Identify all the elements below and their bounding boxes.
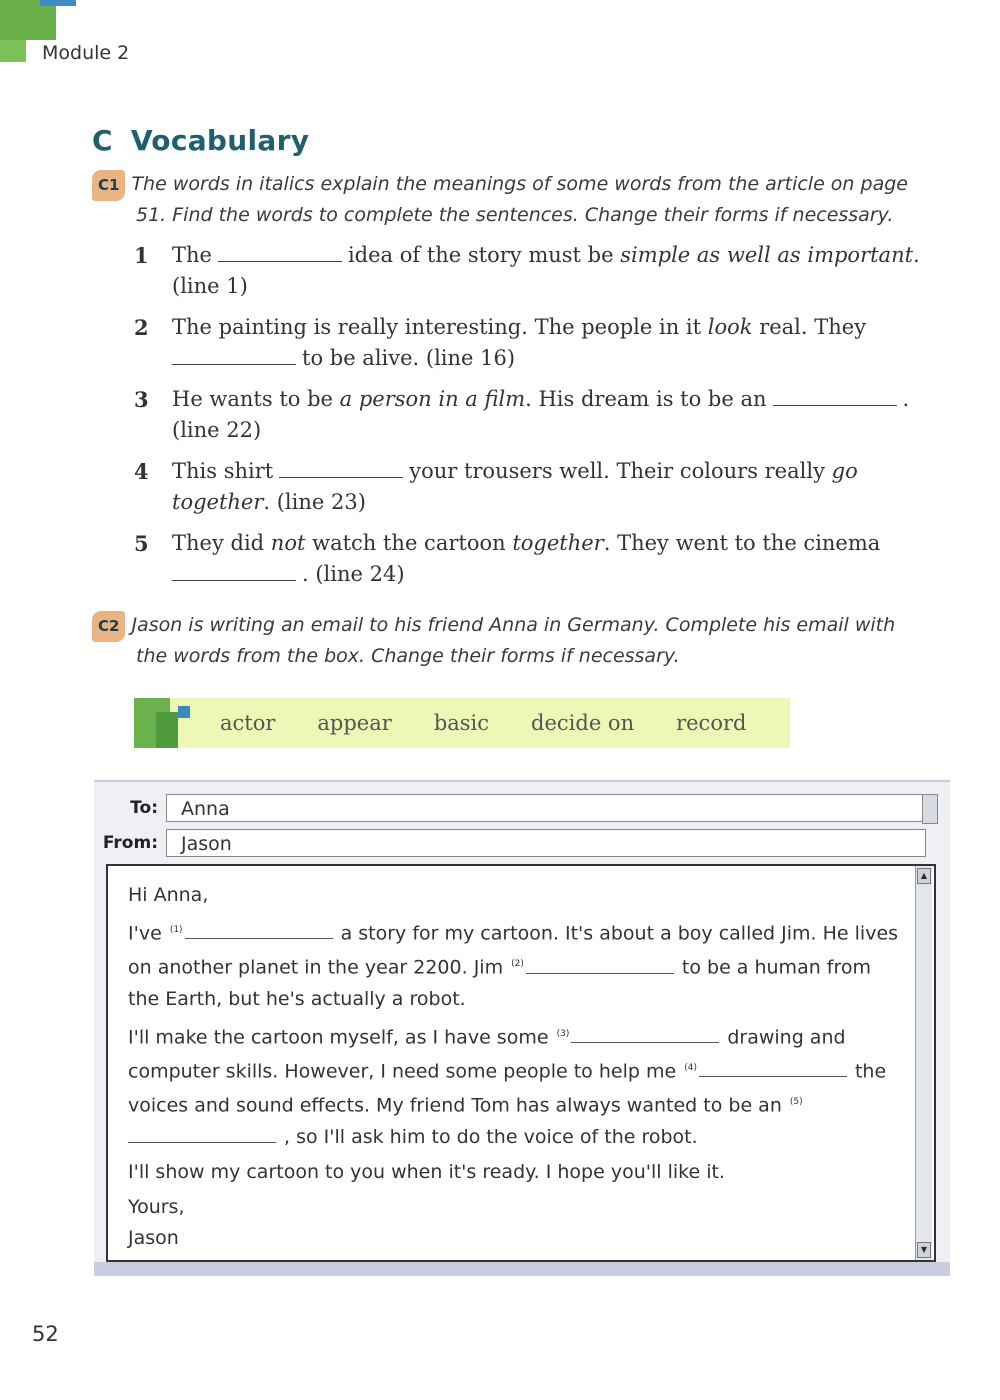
section-title: [92, 124, 309, 157]
c2-instruction: [92, 611, 952, 671]
greeting: Hi Anna,: [128, 884, 209, 906]
gap-number: (3): [556, 1028, 570, 1039]
item-number: 4: [134, 459, 149, 484]
corner-decoration-blue: [40, 0, 76, 6]
scroll-up-icon[interactable]: ▲: [917, 868, 931, 884]
word-box-icon: [134, 698, 194, 748]
italic-phrase: simple as well as important: [620, 243, 914, 267]
italic-phrase: a person in a film: [339, 387, 526, 411]
italic-phrase: not: [270, 531, 306, 555]
email-gap[interactable]: [699, 1075, 847, 1077]
answer-gap[interactable]: [218, 260, 342, 262]
item-number: 1: [134, 243, 149, 268]
line-reference: . (line 23): [263, 490, 366, 514]
italic-phrase: go: [831, 459, 858, 483]
c1-instruction-line1: The words in italics explain the meanings of some words from the article on page: [131, 173, 908, 195]
c1-badge: C1: [92, 170, 125, 201]
text: , so I'll ask him to do the voice of the robot.: [284, 1125, 698, 1148]
exercise-item: [134, 312, 954, 374]
text: the voices and sound effects. My friend Tom has always wanted to be an: [128, 1060, 887, 1117]
item-text: your trousers well. Their colours really: [409, 459, 825, 483]
paragraph-1: [128, 915, 908, 1015]
gap-number: (1): [169, 925, 183, 935]
item-text: watch the cartoon: [312, 531, 506, 555]
word-appear: appear: [317, 711, 392, 735]
answer-gap[interactable]: [172, 363, 296, 365]
paragraph-2: [128, 1019, 908, 1153]
text: a story for my cartoon. It's about a boy called Jim. He lives on another planet in the year 2200. Jim: [128, 922, 899, 979]
item-text: real. They: [759, 315, 867, 339]
email-gap[interactable]: [128, 1141, 276, 1143]
scroll-down-icon[interactable]: ▼: [917, 1242, 931, 1258]
italic-phrase: together: [512, 531, 604, 555]
gap-number: (5): [789, 1097, 803, 1108]
signature: Jason: [128, 1226, 179, 1249]
exercise-item: [134, 528, 954, 590]
window-bottom-bar: [94, 1262, 950, 1276]
section-letter: C: [92, 124, 113, 157]
exercise-item: [134, 384, 954, 446]
c2-instruction-line2: the words from the box. Change their forms if necessary.: [136, 645, 680, 667]
item-text: The painting is really interesting. The people in it: [172, 315, 702, 339]
email-gap[interactable]: [571, 1041, 719, 1043]
gap-number: (2): [511, 959, 524, 970]
word-record: record: [676, 711, 747, 735]
gap-number: (4): [684, 1062, 697, 1073]
item-text: This shirt: [172, 459, 274, 483]
word-basic: basic: [433, 711, 490, 735]
word-box: [134, 698, 790, 748]
answer-gap[interactable]: [773, 404, 897, 406]
item-text: .: [902, 387, 910, 411]
c1-instruction-line2: 51. Find the words to complete the sentences. Change their forms if necessary.: [136, 204, 894, 226]
text: I've: [128, 922, 162, 945]
from-row: [94, 829, 950, 859]
text: I'll make the cartoon myself, as I have some: [128, 1025, 549, 1048]
corner-decoration: [0, 0, 56, 40]
email-window: [94, 780, 950, 1276]
answer-gap[interactable]: [172, 579, 296, 581]
text: to be a human from the Earth, but he's actually a robot.: [128, 956, 872, 1010]
line-reference: (line 1): [172, 274, 248, 298]
item-number: 2: [134, 315, 149, 340]
line-reference: . (line 24): [302, 562, 405, 586]
email-gap[interactable]: [526, 972, 674, 974]
item-number: 5: [134, 531, 149, 556]
exercise-item: [134, 456, 954, 518]
line-reference: (line 22): [172, 418, 262, 442]
to-label: To:: [130, 798, 158, 818]
item-text: . His dream is to be an: [525, 387, 767, 411]
c2-badge: C2: [92, 611, 125, 642]
message-body[interactable]: [106, 864, 936, 1262]
message-text: [128, 880, 908, 1258]
exercise-list: [134, 240, 954, 600]
to-row: [94, 794, 950, 824]
item-text: The: [172, 243, 212, 267]
word-decide-on: decide on: [531, 711, 635, 735]
item-text: . They went to the cinema: [603, 531, 881, 555]
section-name: Vocabulary: [130, 124, 310, 157]
italic-phrase: look: [707, 315, 753, 339]
page-number: 52: [32, 1322, 59, 1346]
c2-instruction-line1: Jason is writing an email to his friend Anna in Germany. Complete his email with: [131, 614, 896, 636]
module-label: Module 2: [42, 42, 130, 64]
item-text: idea of the story must be: [347, 243, 614, 267]
item-text: to be alive. (line 16): [302, 346, 516, 370]
paragraph-3: I'll show my cartoon to you when it's ready. I hope you'll like it.: [128, 1160, 725, 1183]
item-text: He wants to be: [172, 387, 333, 411]
corner-decoration-strip: [0, 40, 26, 62]
message-scrollbar[interactable]: [915, 866, 932, 1260]
from-label: From:: [102, 833, 158, 853]
exercise-item: [134, 240, 954, 302]
c1-instruction: [92, 170, 952, 230]
italic-phrase: together: [172, 490, 264, 514]
from-field[interactable]: Jason: [166, 829, 926, 857]
answer-gap[interactable]: [279, 476, 403, 478]
email-gap[interactable]: [185, 937, 333, 939]
item-text: .: [913, 243, 920, 267]
closing: Yours,: [128, 1195, 185, 1218]
text: drawing and computer skills. However, I need some people to help me: [128, 1025, 846, 1083]
item-number: 3: [134, 387, 149, 412]
item-text: They did: [172, 531, 265, 555]
to-field[interactable]: Anna: [166, 794, 926, 822]
word-actor: actor: [220, 711, 276, 735]
to-scrollbar[interactable]: [922, 794, 938, 824]
